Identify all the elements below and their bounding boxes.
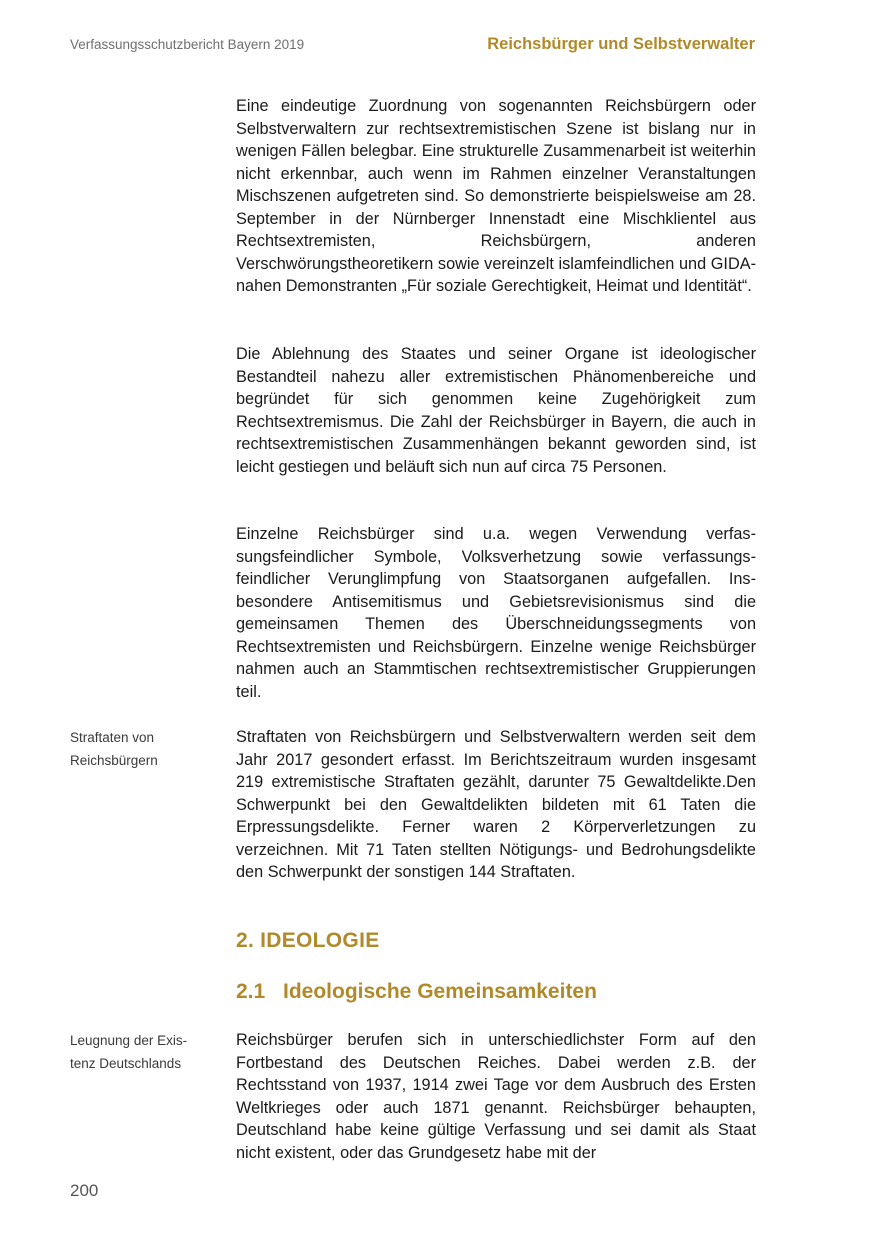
side-note-straftaten: Straftaten von Reichsbürgern — [70, 730, 158, 768]
paragraph-4: Straftaten von Reichsbürgern und Selbstverwaltern werden seit dem Jahr 2017 gesondert erfasst. Im Berichtszeitraum wurden insgesamt 219 extremistische Straftaten gezählt, darunter 75 Gewaltdelikte.Den Schwerpunkt bei den Gewaltdelikten bildeten mit 61 Taten die Erpressungsdelikte. Ferner waren 2 Körperverletzungen zu verzeichnen. Mit 71 Taten stellten Nötigungs- und Bedrohungsdelikte den Schwerpunkt der sonstigen 144 Straftaten. — [236, 728, 756, 881]
subsection-heading — [236, 980, 597, 1004]
paragraph-1: Eine eindeutige Zuordnung von sogenannten Reichsbürgern oder Selbstverwaltern zur rechtsextremistischen Szene ist bislang nur in wenigen Fällen belegbar. Eine strukturelle Zusammenarbeit ist weiterhin nicht erkennbar, auch wenn im Rahmen einzelner Veranstaltungen Mischszenen aufgetreten sind. So demonstrierte beispielsweise am 28. September in der Nürnberger Innenstadt eine Mischklientel aus Rechtsextremisten, Reichsbürgern, anderen Verschwörungstheoretikern sowie vereinzelt islamfeindlichen und GIDA-nahen Demonstranten „Für soziale Gerechtigkeit, Heimat und Identität“. — [236, 97, 756, 295]
paragraph-3: Einzelne Reichsbürger sind u.a. wegen Verwendung verfassungsfeindlicher Symbole, Volksverhetzung sowie verfassungsfeindlicher Verunglimpfung von Staatsorganen aufgefallen. Insbesondere Antisemitismus und Gebietsrevisionismus sind die gemeinsamen Themen des Überschneidungssegments von Rechtsextremisten und Reichsbürgern. Einzelne wenige Reichsbürger nahmen auch an Stammtischen rechtsextremistischer Gruppierungen teil. — [236, 525, 756, 701]
subsection-number: 2.1 — [236, 980, 266, 1003]
running-header-left: Verfassungsschutzbericht Bayern 2019 — [70, 37, 305, 52]
paragraph-5: Reichsbürger berufen sich in unterschiedlichster Form auf den Fortbestand des Deutschen Reiches. Dabei werden z.B. der Rechtsstand von 1937, 1914 zwei Tage vor dem Ausbruch des Ersten Weltkrieges oder auch 1871 genannt. Reichsbürger behaupten, Deutschland habe keine gültige Verfassung und sei damit als Staat nicht existent, oder das Grundgesetz habe mit der — [236, 1031, 756, 1162]
section-title: IDEOLOGIE — [260, 929, 380, 952]
subsection-title: Ideologische Gemeinsamkeiten — [283, 980, 597, 1003]
page-number: 200 — [70, 1181, 99, 1200]
section-number: 2. — [236, 929, 255, 952]
running-header-right: Reichsbürger und Selbstverwalter — [487, 35, 755, 53]
section-heading — [236, 929, 380, 953]
paragraph-2: Die Ablehnung des Staates und seiner Organe ist ideologischer Bestandteil nahezu aller extremistischen Phänomenbereiche und begründet für sich genommen keine Zugehörigkeit zum Rechtsextremismus. Die Zahl der Reichsbürger in Bayern, die auch in rechtsextremistischen Zusammenhängen bekannt geworden sind, ist leicht gestiegen und beläuft sich nun auf circa 75 Personen. — [236, 345, 756, 476]
side-note-leugnung: Leugnung der Existenz Deutschlands — [70, 1033, 188, 1071]
